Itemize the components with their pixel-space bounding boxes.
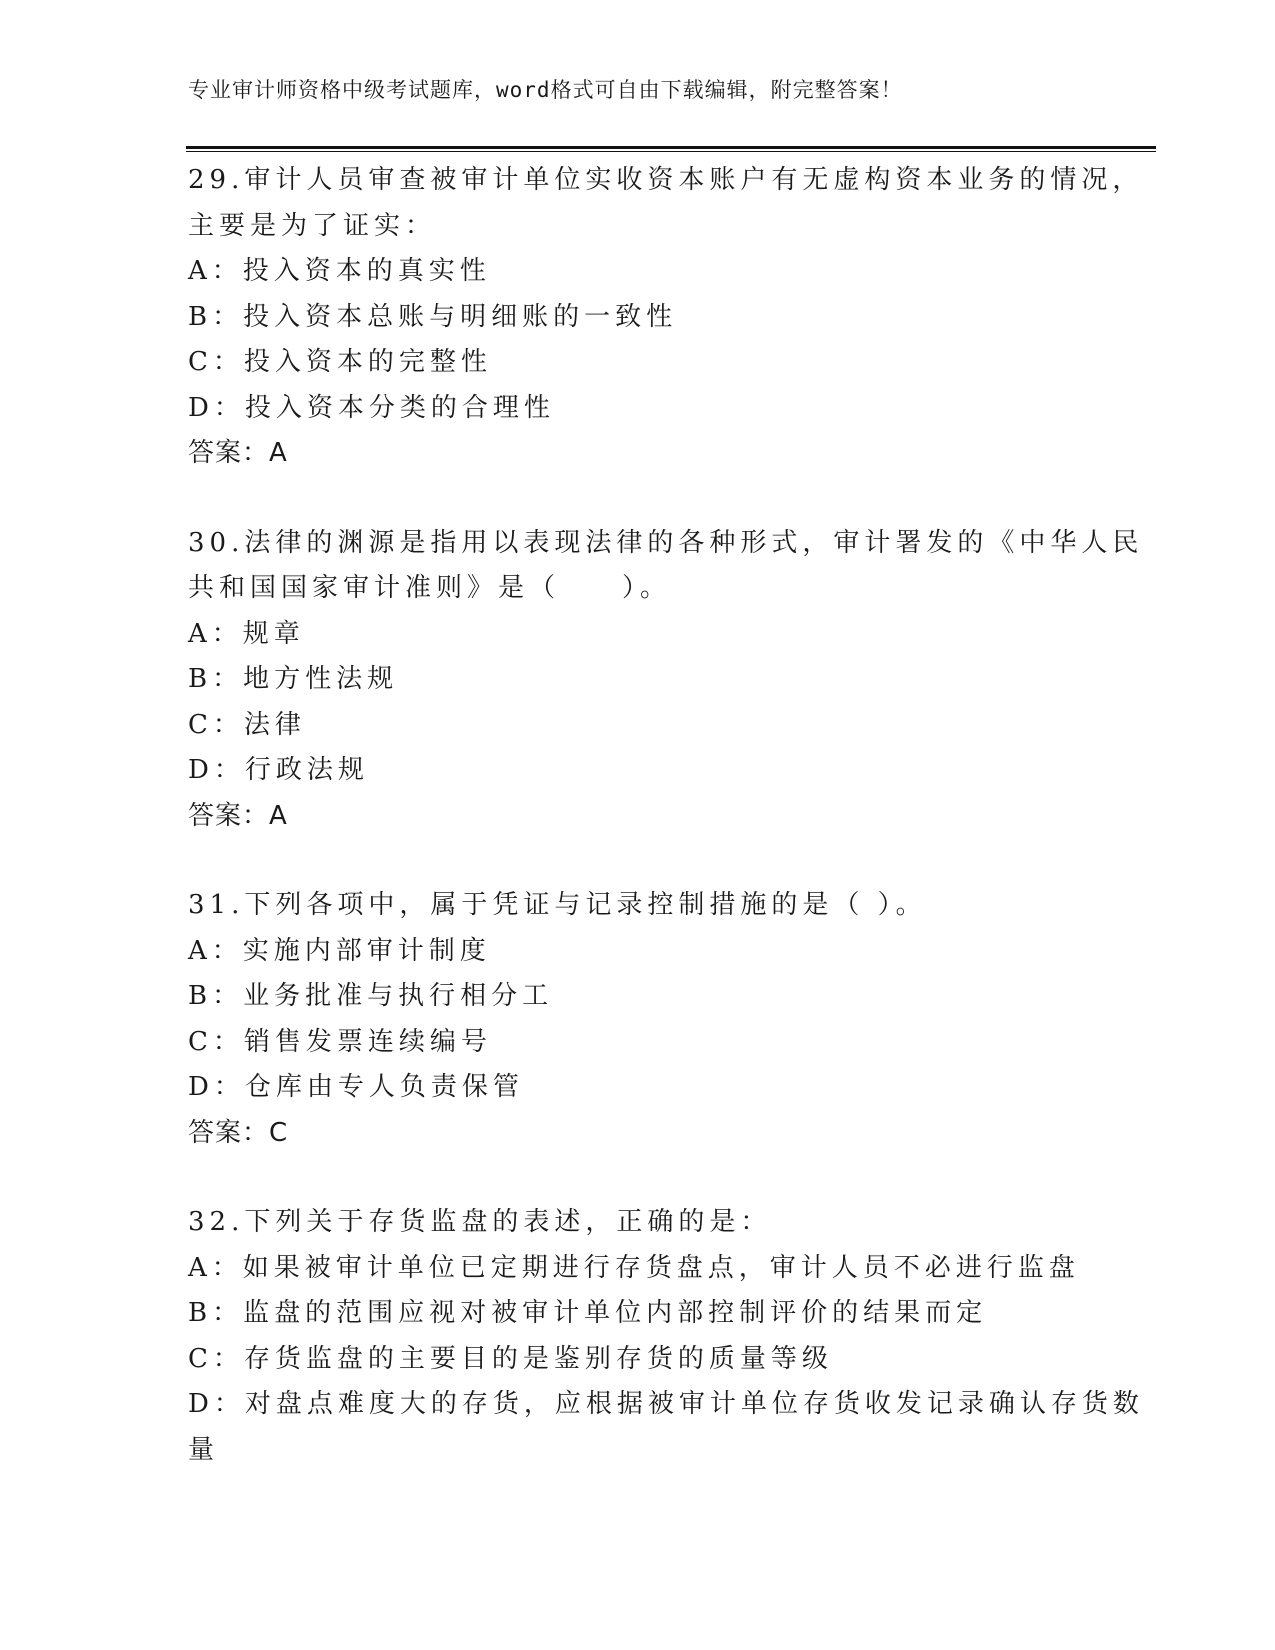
option-c: C：存货监盘的主要目的是鉴别存货的质量等级 <box>188 1343 833 1374</box>
option-b: B：地方性法规 <box>188 664 399 694</box>
option-d: D：对盘点难度大的存货，应根据被审计单位存货收发记录确认存货数 <box>188 1389 1144 1419</box>
question-stem: 32.下列关于存货监盘的表述，正确的是： <box>188 1207 772 1237</box>
option-a: A：投入资本的真实性 <box>188 256 491 286</box>
question-30 <box>188 521 1144 840</box>
option-c: C：销售发票连续编号 <box>188 1026 492 1057</box>
answer-line: 答案：A <box>188 800 288 831</box>
question-list <box>188 158 1144 1517</box>
answer-line: 答案：C <box>188 1117 289 1148</box>
option-d-continued: 量 <box>188 1434 220 1465</box>
question-stem: 主要是为了证实： <box>188 210 437 241</box>
option-b: B：监盘的范围应视对被审计单位内部控制评价的结果而定 <box>188 1298 988 1328</box>
option-d: D：投入资本分类的合理性 <box>188 392 555 423</box>
option-c: C：法律 <box>188 709 306 740</box>
option-a: A：规章 <box>188 618 305 649</box>
question-stem: 共和国国家审计准则》是（ ）。 <box>188 573 672 603</box>
option-d: D：行政法规 <box>188 755 369 785</box>
option-a: A：如果被审计单位已定期进行存货盘点，审计人员不必进行监盘 <box>188 1252 1080 1283</box>
question-29 <box>188 158 1144 477</box>
header-divider-thick <box>186 146 1156 149</box>
option-b: B：业务批准与执行相分工 <box>188 981 554 1011</box>
answer-line: 答案：A <box>188 438 288 468</box>
option-c: C：投入资本的完整性 <box>188 347 492 377</box>
question-stem: 31.下列各项中，属于凭证与记录控制措施的是（ ）。 <box>188 890 927 920</box>
option-a: A：实施内部审计制度 <box>188 935 491 966</box>
question-31 <box>188 883 1088 1156</box>
page-header: 专业审计师资格中级考试题库，word格式可自由下载编辑，附完整答案！ <box>188 78 903 102</box>
header-divider-thin <box>186 151 1156 152</box>
option-d: D：仓库由专人负责保管 <box>188 1072 524 1102</box>
option-b: B：投入资本总账与明细账的一致性 <box>188 301 678 332</box>
question-stem: 29.审计人员审查被审计单位实收资本账户有无虚构资本业务的情况， <box>188 165 1144 195</box>
question-stem: 30.法律的渊源是指用以表现法律的各种形式，审计署发的《中华人民 <box>188 527 1144 558</box>
question-32 <box>188 1200 1144 1473</box>
